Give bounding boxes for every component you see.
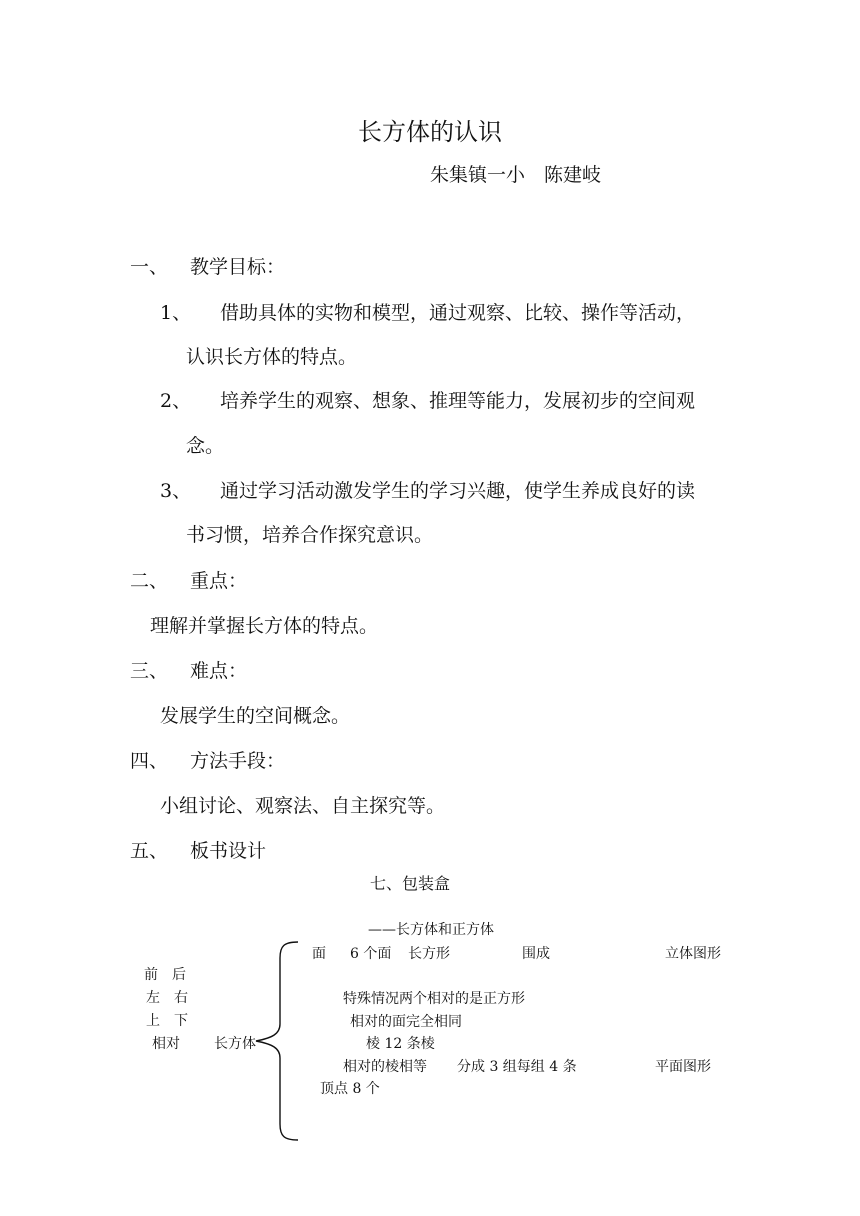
section-2-heading: 重点： xyxy=(190,570,248,592)
goal-3-text: 通过学习活动激发学生的学习兴趣，使学生养成良好的读 xyxy=(220,480,696,502)
section-3-heading: 难点： xyxy=(190,660,248,682)
board-edge-groups: 分成 3 组每组 4 条 xyxy=(457,1059,577,1075)
board-opposite-faces: 相对的面完全相同 xyxy=(350,1014,462,1030)
section-4-heading: 方法手段： xyxy=(190,750,286,772)
author-line: 朱集镇一小 陈建岐 xyxy=(430,164,602,186)
section-4-content: 小组讨论、观察法、自主探究等。 xyxy=(160,795,446,817)
goal-1-text: 借助具体的实物和模型，通过观察、比较、操作等活动， xyxy=(220,302,696,324)
section-3-number: 三、 xyxy=(130,660,169,682)
board-unit-title: 七、包装盒 xyxy=(369,874,450,893)
board-special-case: 特殊情况两个相对的是正方形 xyxy=(343,991,525,1007)
section-1-heading: 教学目标： xyxy=(190,256,286,278)
document-title: 长方体的认识 xyxy=(358,118,502,146)
board-left-row-1: 前 后 xyxy=(144,967,186,983)
section-4-number: 四、 xyxy=(130,750,169,772)
section-5-number: 五、 xyxy=(130,840,169,862)
board-left-opposite: 相对 xyxy=(152,1036,180,1052)
goal-1-text-cont: 认识长方体的特点。 xyxy=(186,346,358,368)
board-edges: 棱 12 条棱 xyxy=(366,1036,435,1052)
board-face-count: 6 个面 xyxy=(350,946,392,962)
curly-brace-icon xyxy=(252,940,302,1142)
board-left-row-2: 左 右 xyxy=(146,990,188,1006)
board-vertices: 顶点 8 个 xyxy=(320,1081,380,1097)
section-2-content: 理解并掌握长方体的特点。 xyxy=(150,615,379,637)
section-2-number: 二、 xyxy=(130,570,169,592)
section-3-content: 发展学生的空间概念。 xyxy=(160,705,351,727)
board-subtitle: ——长方体和正方体 xyxy=(368,922,494,938)
board-opposite-edges: 相对的棱相等 xyxy=(343,1059,427,1075)
goal-3-number: 3、 xyxy=(160,480,192,502)
goal-2-number: 2、 xyxy=(160,390,192,412)
board-cuboid-label: 长方体 xyxy=(214,1036,256,1052)
board-left-row-3: 上 下 xyxy=(146,1013,188,1029)
board-enclose: 围成 xyxy=(522,946,550,962)
section-5-heading: 板书设计 xyxy=(190,840,267,862)
board-face-shape: 长方形 xyxy=(408,946,450,962)
board-solid-figure: 立体图形 xyxy=(665,946,721,962)
goal-1-number: 1、 xyxy=(160,302,192,324)
goal-2-text-cont: 念。 xyxy=(186,435,225,457)
section-1-number: 一、 xyxy=(130,256,169,278)
board-plane-figure: 平面图形 xyxy=(655,1059,711,1075)
goal-2-text: 培养学生的观察、想象、推理等能力，发展初步的空间观 xyxy=(220,390,696,412)
goal-3-text-cont: 书习惯，培养合作探究意识。 xyxy=(186,524,434,546)
board-face-label: 面 xyxy=(312,946,326,962)
